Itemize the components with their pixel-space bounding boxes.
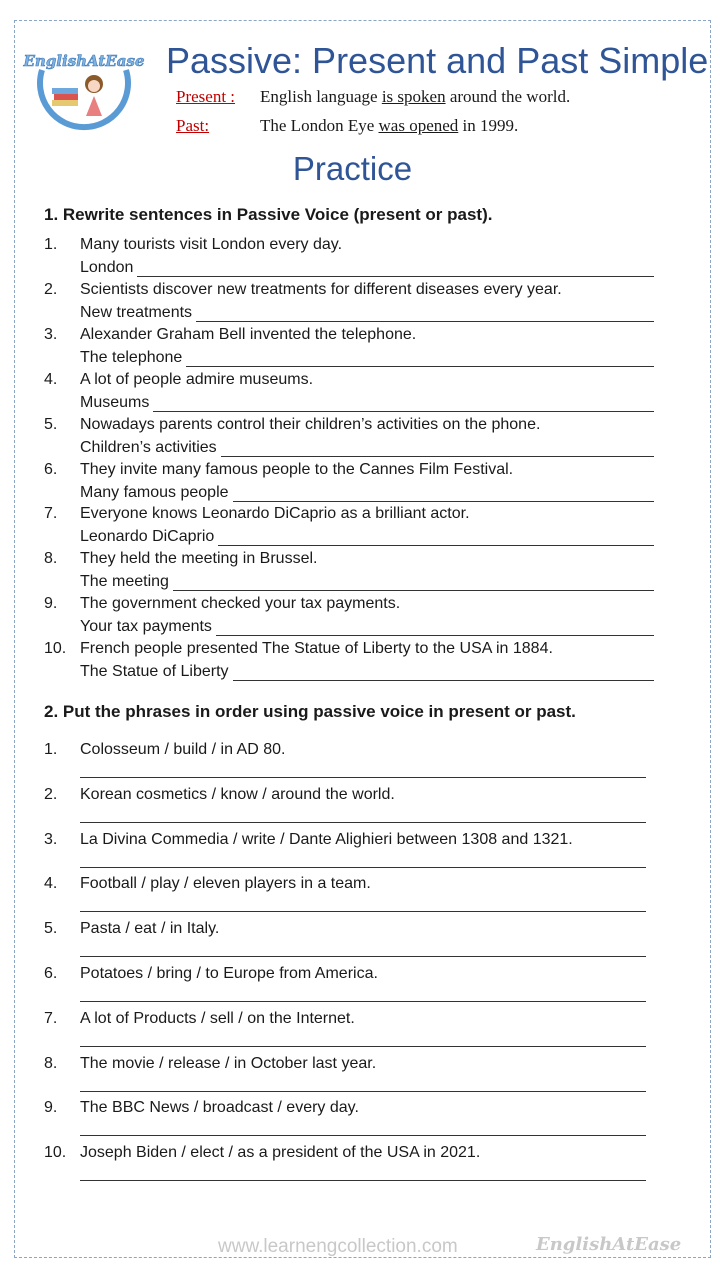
answer-start: Many famous people [80, 483, 229, 501]
item-phrase: Pasta / eat / in Italy. [80, 920, 220, 938]
answer-field[interactable] [80, 897, 646, 912]
answer-field[interactable] [80, 763, 646, 778]
answer-line[interactable] [80, 1166, 646, 1181]
footer-brand: EnglishAtEase [536, 1234, 682, 1255]
section2-heading: 2. Put the phrases in order using passive voice in present or past. [44, 702, 576, 721]
item-number: 8. [44, 1054, 58, 1072]
item-number: 9. [44, 1099, 58, 1117]
answer-start: Children’s activities [80, 438, 217, 456]
answer-line[interactable] [80, 853, 646, 868]
item-phrase: Colosseum / build / in AD 80. [80, 741, 286, 758]
item-sentence: A lot of people admire museums. [80, 370, 314, 388]
answer-line[interactable] [80, 987, 646, 1002]
item-number: 8. [44, 550, 58, 568]
answer-line[interactable] [80, 1032, 646, 1047]
item-number: 9. [44, 595, 58, 613]
example-label: Past: [176, 116, 210, 135]
answer-field[interactable] [80, 808, 646, 823]
item-number: 7. [44, 505, 58, 523]
item-phrase: Joseph Biden / elect / as a president of the USA in 2021. [80, 1144, 481, 1162]
answer-field[interactable] [80, 1032, 646, 1047]
item-number: 4. [44, 370, 58, 388]
example-text: in 1999. [458, 116, 519, 135]
item-number: 1. [44, 741, 58, 758]
exercise1-item [44, 640, 654, 684]
answer-field[interactable] [80, 259, 654, 277]
answer-field[interactable] [80, 618, 654, 636]
example-underlined: was opened [378, 116, 459, 135]
item-number: 5. [44, 920, 58, 938]
answer-field[interactable] [80, 573, 654, 591]
exercise1-item [44, 371, 654, 415]
exercise1-item [44, 550, 654, 594]
exercise1-item [44, 236, 654, 280]
answer-field[interactable] [80, 394, 654, 412]
answer-field[interactable] [80, 1077, 646, 1092]
item-sentence: Alexander Graham Bell invented the telephone. [80, 325, 417, 343]
footer-website: www.learnengcollection.com [218, 1236, 458, 1257]
answer-line[interactable] [233, 666, 654, 681]
answer-line[interactable] [186, 352, 654, 367]
answer-field[interactable] [80, 304, 654, 322]
answer-line[interactable] [196, 307, 654, 322]
answer-line[interactable] [173, 576, 654, 591]
exercise2-item [44, 1055, 646, 1099]
answer-line[interactable] [80, 942, 646, 957]
svg-text:EnglishAtEase: EnglishAtEase [23, 52, 145, 70]
englishatease-logo [23, 40, 145, 126]
exercise2-item [44, 786, 646, 830]
item-sentence: They invite many famous people to the Cannes Film Festival. [80, 460, 514, 478]
answer-line[interactable] [221, 442, 654, 457]
exercise1-item [44, 461, 654, 505]
answer-line[interactable] [80, 1077, 646, 1092]
answer-field[interactable] [80, 853, 646, 868]
exercise2-item [44, 1099, 646, 1143]
exercise2-item [44, 965, 646, 1009]
item-number: 2. [44, 785, 58, 803]
exercise1-item [44, 595, 654, 639]
answer-line[interactable] [153, 397, 654, 412]
page-title: Passive: Present and Past Simple [166, 40, 709, 81]
example-present [176, 87, 570, 107]
item-number: 6. [44, 460, 58, 478]
exercise2-item [44, 875, 646, 919]
answer-start: The telephone [80, 348, 183, 366]
answer-field[interactable] [80, 663, 654, 681]
item-number: 6. [44, 965, 58, 982]
example-text: English language [260, 87, 382, 106]
section1-heading: 1. Rewrite sentences in Passive Voice (present or past). [44, 205, 493, 224]
item-phrase: The movie / release / in October last year. [80, 1054, 377, 1072]
exercise1-item [44, 281, 654, 325]
exercise2-item [44, 831, 646, 875]
answer-start: Your tax payments [80, 618, 212, 636]
item-number: 3. [44, 325, 58, 343]
example-text: around the world. [445, 87, 571, 106]
item-number: 3. [44, 830, 58, 848]
answer-start: London [80, 259, 134, 276]
example-text: The London Eye [260, 116, 379, 135]
example-past [176, 116, 518, 136]
answer-field[interactable] [80, 439, 654, 457]
answer-field[interactable] [80, 942, 646, 957]
item-number: 2. [44, 280, 58, 298]
item-phrase: The BBC News / broadcast / every day. [80, 1099, 359, 1117]
item-number: 7. [44, 1009, 58, 1027]
item-sentence: The government checked your tax payments. [80, 595, 401, 613]
answer-line[interactable] [80, 1121, 646, 1136]
answer-line[interactable] [80, 808, 646, 823]
answer-start: Museums [80, 393, 150, 411]
answer-start: New treatments [80, 303, 193, 321]
practice-heading: Practice [292, 150, 413, 187]
answer-field[interactable] [80, 349, 654, 367]
item-phrase: La Divina Commedia / write / Dante Alighieri between 1308 and 1321. [80, 830, 573, 848]
item-sentence: Many tourists visit London every day. [80, 236, 343, 253]
item-number: 10. [44, 640, 67, 658]
answer-start: The meeting [80, 573, 169, 591]
answer-field[interactable] [80, 528, 654, 546]
answer-start: The Statue of Liberty [80, 663, 229, 681]
exercise1-item [44, 326, 654, 370]
item-number: 10. [44, 1144, 67, 1162]
answer-line[interactable] [233, 487, 654, 502]
item-phrase: A lot of Products / sell / on the Internet. [80, 1009, 355, 1027]
item-number: 4. [44, 875, 58, 893]
item-number: 1. [44, 236, 58, 253]
item-sentence: French people presented The Statue of Liberty to the USA in 1884. [80, 640, 553, 658]
item-phrase: Korean cosmetics / know / around the world. [80, 785, 395, 803]
answer-line[interactable] [216, 621, 654, 636]
item-number: 5. [44, 415, 58, 433]
item-sentence: Scientists discover new treatments for different diseases every year. [80, 280, 562, 298]
item-sentence: Nowadays parents control their children’s activities on the phone. [80, 415, 541, 433]
answer-line[interactable] [218, 531, 654, 546]
item-sentence: They held the meeting in Brussel. [80, 550, 318, 568]
answer-line[interactable] [80, 763, 646, 778]
exercise1-item [44, 505, 654, 549]
exercise2-item [44, 1010, 646, 1054]
answer-field[interactable] [80, 1121, 646, 1136]
example-label: Present : [176, 87, 236, 106]
exercise1-item [44, 416, 654, 460]
example-underlined: is spoken [381, 87, 446, 106]
exercise2-item [44, 1144, 646, 1188]
exercise2-item [44, 741, 646, 785]
answer-field[interactable] [80, 484, 654, 502]
answer-line[interactable] [80, 897, 646, 912]
answer-field[interactable] [80, 1166, 646, 1181]
item-sentence: Everyone knows Leonardo DiCaprio as a brilliant actor. [80, 505, 470, 523]
answer-field[interactable] [80, 987, 646, 1002]
item-phrase: Football / play / eleven players in a team. [80, 875, 371, 893]
item-phrase: Potatoes / bring / to Europe from America. [80, 965, 378, 982]
answer-line[interactable] [137, 262, 654, 277]
answer-start: Leonardo DiCaprio [80, 528, 215, 546]
exercise2-item [44, 920, 646, 964]
